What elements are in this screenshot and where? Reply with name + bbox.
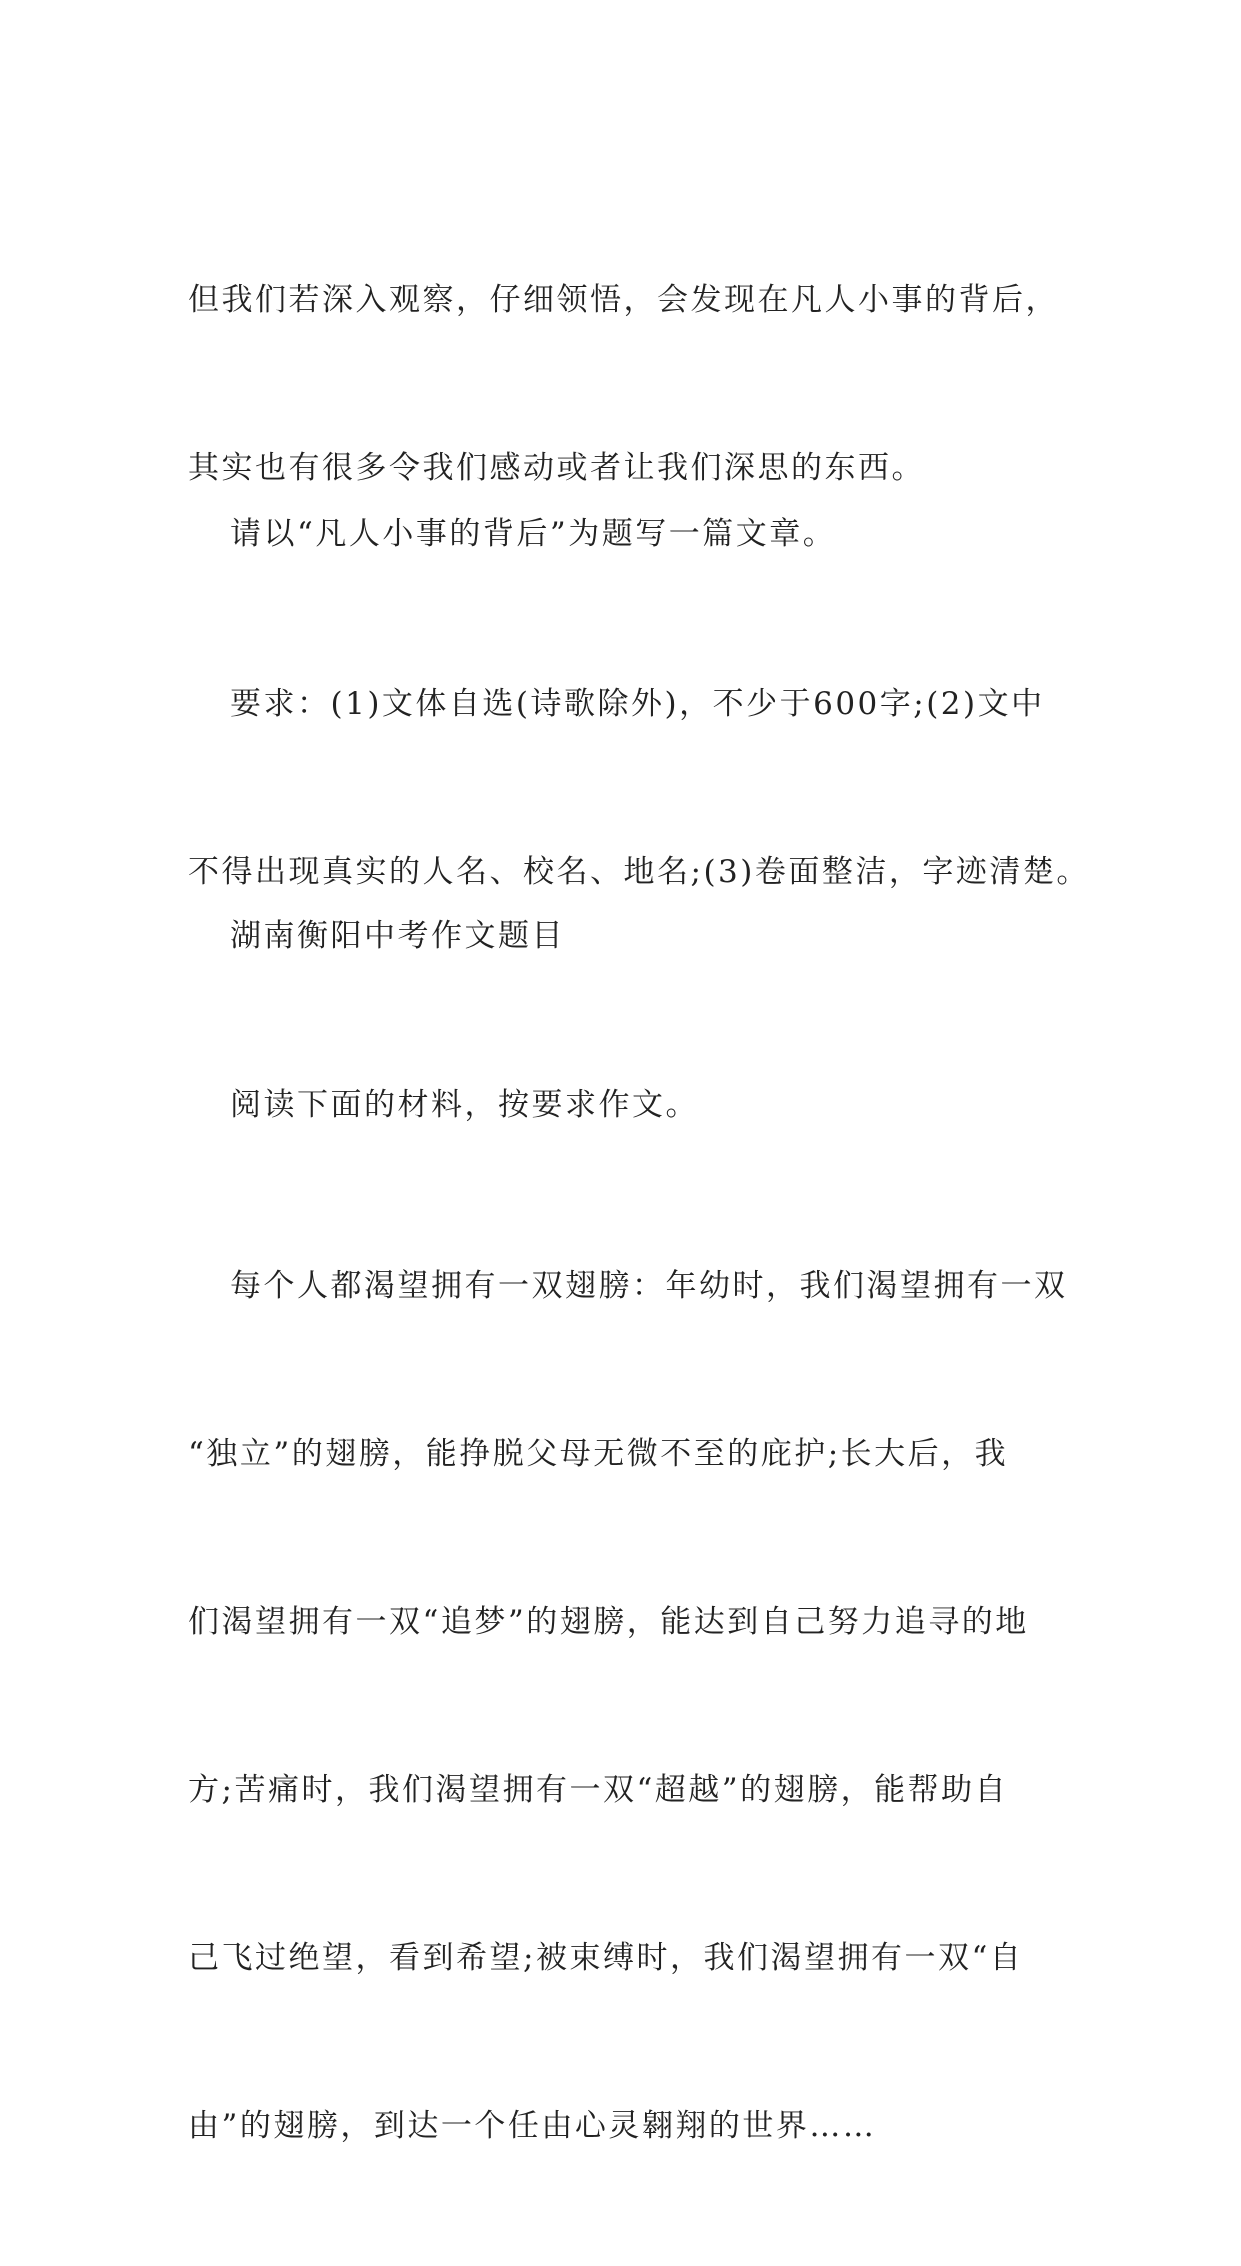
text-line: 要求：(1)文体自选(诗歌除外)，不少于600字;(2)文中 bbox=[230, 686, 1045, 722]
text-line: 不得出现真实的人名、校名、地名;(3)卷面整洁，字迹清楚。 bbox=[188, 854, 1090, 890]
text-line-wrapper bbox=[188, 908, 1050, 964]
text-line: 方;苦痛时，我们渴望拥有一双“超越”的翅膀，能帮助自 bbox=[188, 1772, 1009, 1808]
text-line: “独立”的翅膀，能挣脱父母无微不至的庇护;长大后，我 bbox=[188, 1436, 1009, 1472]
heading-text: 湖南衡阳中考作文题目 bbox=[230, 918, 565, 954]
paragraph-material bbox=[188, 1146, 1068, 2266]
text-line: 们渴望拥有一双“追梦”的翅膀，能达到自己努力追寻的地 bbox=[188, 1604, 1029, 1640]
text-line-wrapper bbox=[188, 1077, 1050, 1133]
text-line: 其实也有很多令我们感动或者让我们深思的东西。 bbox=[188, 450, 925, 486]
text-line-wrapper bbox=[188, 506, 1050, 562]
text-line: 但我们若深入观察，仔细领悟，会发现在凡人小事的背后， bbox=[188, 282, 1059, 318]
text-line-wrapper bbox=[188, 676, 1050, 732]
text-line: 每个人都渴望拥有一双翅膀：年幼时，我们渴望拥有一双 bbox=[230, 1268, 1068, 1304]
text-line-wrapper bbox=[188, 1258, 1068, 1314]
text-line: 请以“凡人小事的背后”为题写一篇文章。 bbox=[230, 516, 837, 552]
text-line: 己飞过绝望，看到希望;被束缚时，我们渴望拥有一双“自 bbox=[188, 1940, 1024, 1976]
text-line: 由”的翅膀，到达一个任由心灵翱翔的世界…… bbox=[188, 2108, 877, 2144]
text-line: 阅读下面的材料，按要求作文。 bbox=[230, 1087, 699, 1123]
